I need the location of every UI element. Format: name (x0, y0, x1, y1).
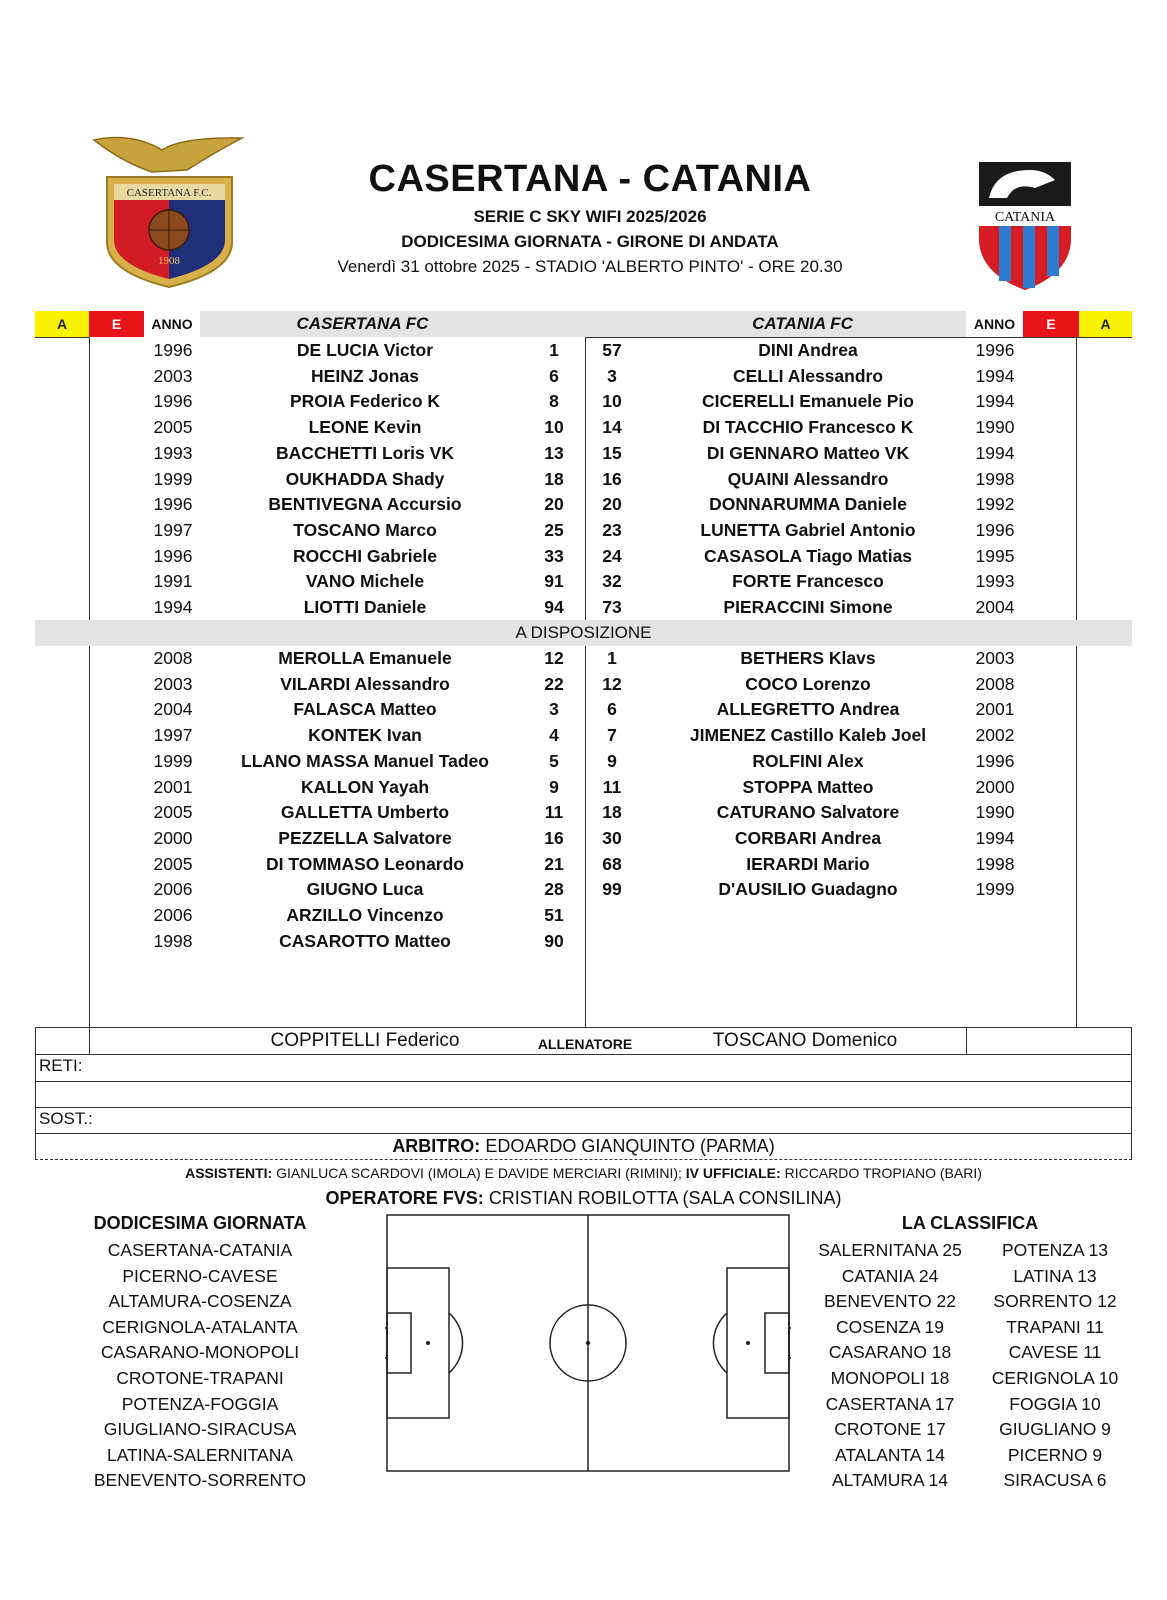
casertana-logo (92, 132, 247, 292)
player-number: 18 (602, 802, 622, 823)
standing-item: CATANIA 24 (841, 1265, 939, 1286)
standing-item: CERIGNOLA 10 (991, 1367, 1119, 1388)
player-name: ROLFINI Alex (752, 750, 864, 771)
fixture-item: CROTONE-TRAPANI (116, 1367, 284, 1388)
player-name: JIMENEZ Castillo Kaleb Joel (689, 725, 927, 746)
player-year: 1998 (975, 853, 1015, 874)
divider (1076, 337, 1132, 338)
player-name: PROIA Federico K (289, 391, 441, 412)
player-year: 1996 (153, 340, 193, 360)
player-number: 13 (544, 442, 564, 463)
fvs-label: OPERATORE FVS: (325, 1188, 484, 1208)
standing-item: TRAPANI 11 (1006, 1316, 1104, 1337)
player-year: 1996 (975, 750, 1015, 771)
player-name: DONNARUMMA Daniele (709, 494, 907, 515)
svg-text:CATANIA: CATANIA (994, 210, 1056, 225)
coach-label: ALLENATORE (537, 1036, 633, 1052)
referee-line (35, 1136, 1132, 1157)
player-number: 12 (602, 673, 622, 694)
player-name: CELLI Alessandro (732, 365, 884, 386)
divider (35, 1133, 1132, 1134)
player-name: CASASOLA Tiago Matias (703, 545, 913, 566)
player-name: DI TACCHIO Francesco K (702, 417, 914, 438)
standings-left-column (800, 1238, 980, 1494)
fvs-line (35, 1188, 1132, 1209)
player-name: HEINZ Jonas (311, 365, 419, 386)
standing-item: CASERTANA 17 (825, 1393, 955, 1414)
player-year: 2005 (153, 417, 193, 438)
player-name: ROCCHI Gabriele (293, 545, 437, 566)
player-year: 1994 (975, 391, 1015, 412)
player-year: 1990 (975, 417, 1015, 438)
player-name: CATURANO Salvatore (716, 802, 900, 823)
player-year: 2003 (975, 648, 1015, 668)
divider (1076, 337, 1077, 1027)
player-number: 23 (602, 519, 622, 540)
home-team-name: CASERTANA FC (296, 314, 429, 333)
player-name: BACCHETTI Loris VK (276, 442, 454, 463)
player-name: D'AUSILIO Guadagno (718, 879, 898, 900)
league-name: SERIE C SKY WIFI 2025/2026 (473, 207, 707, 226)
player-name: LEONE Kevin (308, 417, 422, 438)
player-year: 2004 (975, 597, 1015, 617)
subs-label: SOST.: (39, 1109, 93, 1128)
player-name: OUKHADDA Shady (285, 468, 445, 489)
player-number: 6 (549, 365, 559, 386)
bench-header: A DISPOSIZIONE (35, 620, 1132, 646)
player-year: 1998 (153, 930, 193, 951)
player-number: 12 (544, 648, 564, 668)
standing-item: CROTONE 17 (834, 1419, 946, 1440)
player-name: LUNETTA Gabriel Antonio (700, 519, 916, 540)
home-coach: COPPITELLI Federico (270, 1030, 460, 1051)
divider (35, 1159, 1132, 1160)
player-year: 1993 (975, 571, 1015, 592)
standing-item: MONOPOLI 18 (830, 1367, 950, 1388)
standing-item: COSENZA 19 (836, 1316, 944, 1337)
player-year: 1996 (975, 340, 1015, 360)
player-number: 7 (607, 725, 617, 746)
player-number: 90 (544, 930, 564, 951)
player-number: 94 (544, 597, 564, 617)
standing-item: POTENZA 13 (1001, 1240, 1108, 1260)
header-a-right: A (1079, 311, 1132, 337)
player-name: MEROLLA Emanuele (278, 648, 452, 668)
away-team-name: CATANIA FC (752, 314, 853, 333)
player-year: 2006 (153, 879, 193, 900)
divider (35, 1054, 1132, 1055)
player-number: 5 (549, 750, 559, 771)
standing-item: CASARANO 18 (828, 1342, 952, 1363)
standing-item: LATINA 13 (1013, 1265, 1097, 1286)
player-year: 1999 (153, 750, 193, 771)
header-a-left: A (35, 311, 89, 337)
player-name: FORTE Francesco (732, 571, 884, 592)
referee-label: ARBITRO: (392, 1136, 481, 1156)
player-name: DINI Andrea (758, 340, 858, 360)
player-name: BENTIVEGNA Accursio (268, 494, 462, 515)
player-year: 1997 (153, 519, 193, 540)
player-number: 6 (607, 699, 617, 720)
header-anno-right: ANNO (973, 316, 1016, 332)
player-number: 9 (549, 776, 559, 797)
player-year: 1994 (975, 827, 1015, 848)
player-number: 3 (549, 699, 559, 720)
goals-label: RETI: (39, 1056, 83, 1075)
fixture-item: GIUGLIANO-SIRACUSA (103, 1419, 297, 1440)
player-name: COCO Lorenzo (745, 673, 871, 694)
player-name: BETHERS Klavs (740, 648, 876, 668)
fourth-official-name: RICCARDO TROPIANO (BARI) (784, 1165, 982, 1181)
header-e-right: E (1023, 311, 1079, 337)
player-number: 20 (544, 494, 564, 515)
player-number: 16 (544, 827, 564, 848)
player-name: DI TOMMASO Leonardo (265, 853, 464, 874)
player-year: 1994 (975, 442, 1015, 463)
player-number: 14 (602, 417, 622, 438)
fixture-item: CASARANO-MONOPOLI (100, 1342, 300, 1363)
fixture-item: CASERTANA-CATANIA (107, 1240, 293, 1260)
player-number: 32 (602, 571, 622, 592)
player-number: 68 (602, 853, 622, 874)
divider (585, 337, 586, 1027)
referee-name: EDOARDO GIANQUINTO (PARMA) (485, 1136, 775, 1156)
header-e-left: E (89, 311, 144, 337)
player-number: 73 (602, 597, 622, 617)
standing-item: ALTAMURA 14 (831, 1470, 949, 1491)
standing-item: GIUGLIANO 9 (999, 1419, 1111, 1440)
player-name: DE LUCIA Victor (296, 340, 434, 360)
fixture-item: POTENZA-FOGGIA (121, 1393, 279, 1414)
fixtures-title: DODICESIMA GIORNATA (93, 1213, 307, 1233)
player-number: 15 (602, 442, 622, 463)
divider (89, 337, 90, 1027)
player-number: 1 (549, 340, 559, 360)
fixture-item: BENEVENTO-SORRENTO (93, 1470, 307, 1491)
fourth-official-label: IV UFFICIALE: (685, 1165, 781, 1181)
standing-item: CAVESE 11 (1008, 1342, 1102, 1363)
player-year: 1996 (153, 391, 193, 412)
player-number: 8 (549, 391, 559, 412)
player-year: 2008 (975, 673, 1015, 694)
player-year: 2005 (153, 853, 193, 874)
player-number: 33 (544, 545, 564, 566)
player-number: 30 (602, 827, 622, 848)
player-year: 2003 (153, 365, 193, 386)
player-year: 2002 (975, 725, 1015, 746)
player-number: 4 (549, 725, 559, 746)
fixture-item: ALTAMURA-COSENZA (108, 1291, 292, 1312)
player-number: 11 (602, 776, 622, 797)
player-number: 1 (607, 648, 617, 668)
player-number: 21 (544, 853, 564, 874)
date-venue: Venerdì 31 ottobre 2025 - STADIO 'ALBERTO PINTO' - ORE 20.30 (337, 257, 843, 276)
player-year: 1996 (153, 494, 193, 515)
divider (89, 1027, 90, 1054)
player-name: GIUGNO Luca (306, 879, 424, 900)
player-name: QUAINI Alessandro (727, 468, 889, 489)
player-name: PIERACCINI Simone (723, 597, 893, 617)
player-name: ARZILLO Vincenzo (286, 905, 444, 925)
divider (35, 1107, 1132, 1108)
player-year: 1991 (153, 571, 193, 592)
player-year: 1992 (975, 494, 1015, 515)
standings-title: LA CLASSIFICA (901, 1213, 1039, 1233)
standing-item: SALERNITANA 25 (818, 1240, 962, 1260)
player-number: 22 (544, 673, 564, 694)
player-number: 91 (544, 571, 564, 592)
player-year: 1996 (975, 519, 1015, 540)
pitch-diagram (385, 1213, 791, 1478)
standing-item: PICERNO 9 (1007, 1444, 1103, 1465)
svg-text:CASERTANA F.C.: CASERTANA F.C. (126, 187, 212, 199)
player-year: 1993 (153, 442, 193, 463)
player-year: 1999 (975, 879, 1015, 900)
player-name: CORBARI Andrea (734, 827, 882, 848)
player-year: 1998 (975, 468, 1015, 489)
player-year: 2004 (153, 699, 193, 720)
player-name: TOSCANO Marco (293, 519, 437, 540)
standing-item: ATALANTA 14 (835, 1444, 945, 1465)
player-year: 2000 (975, 776, 1015, 797)
player-name: FALASCA Matteo (293, 699, 437, 720)
player-number: 18 (544, 468, 564, 489)
player-name: PEZZELLA Salvatore (278, 827, 452, 848)
player-number: 9 (607, 750, 617, 771)
player-name: CASAROTTO Matteo (279, 930, 451, 951)
fixtures-list (60, 1238, 340, 1494)
player-year: 1994 (975, 365, 1015, 386)
player-year: 2003 (153, 673, 193, 694)
divider (35, 337, 89, 338)
player-year: 1997 (153, 725, 193, 746)
player-number: 16 (602, 468, 622, 489)
standing-item: SORRENTO 12 (993, 1291, 1117, 1312)
player-name: KONTEK Ivan (308, 725, 422, 746)
divider (35, 1027, 1132, 1028)
player-name: DI GENNARO Matteo VK (706, 442, 910, 463)
player-number: 25 (544, 519, 564, 540)
player-year: 1996 (153, 545, 193, 566)
player-year: 1995 (975, 545, 1015, 566)
player-number: 28 (544, 879, 564, 900)
player-year: 2005 (153, 802, 193, 823)
player-name: VILARDI Alessandro (280, 673, 450, 694)
player-name: STOPPA Matteo (742, 776, 874, 797)
player-number: 24 (602, 545, 622, 566)
player-number: 20 (602, 494, 622, 515)
player-name: VANO Michele (305, 571, 425, 592)
player-year: 2001 (153, 776, 193, 797)
assistants-label: ASSISTENTI: (185, 1165, 273, 1181)
round-name: DODICESIMA GIORNATA - GIRONE DI ANDATA (401, 232, 779, 251)
player-number: 51 (544, 905, 564, 925)
away-coach: TOSCANO Domenico (712, 1030, 898, 1051)
player-year: 1999 (153, 468, 193, 489)
standing-item: SIRACUSA 6 (1003, 1470, 1107, 1491)
assistants-names: GIANLUCA SCARDOVI (IMOLA) E DAVIDE MERCIARI (RIMINI); (276, 1165, 682, 1181)
player-year: 2006 (153, 905, 193, 925)
fixture-item: PICERNO-CAVESE (122, 1265, 278, 1286)
player-year: 2000 (153, 827, 193, 848)
player-year: 1990 (975, 802, 1015, 823)
fvs-name: CRISTIAN ROBILOTTA (SALA CONSILINA) (488, 1188, 842, 1208)
player-number: 99 (602, 879, 622, 900)
player-name: IERARDI Mario (746, 853, 870, 874)
player-number: 3 (607, 365, 617, 386)
player-name: LIOTTI Daniele (303, 597, 427, 617)
player-name: LLANO MASSA Manuel Tadeo (241, 750, 489, 771)
standing-item: BENEVENTO 22 (824, 1291, 956, 1312)
divider (35, 1081, 1132, 1082)
player-name: CICERELLI Emanuele Pio (702, 391, 914, 412)
player-name: ALLEGRETTO Andrea (716, 699, 900, 720)
player-number: 10 (544, 417, 564, 438)
player-name: KALLON Yayah (300, 776, 430, 797)
player-number: 57 (602, 340, 622, 360)
player-number: 10 (602, 391, 622, 412)
standing-item: FOGGIA 10 (1009, 1393, 1101, 1414)
player-number: 11 (544, 802, 564, 823)
standings-right-column (975, 1238, 1135, 1494)
player-name: GALLETTA Umberto (280, 802, 450, 823)
catania-logo (975, 158, 1075, 293)
fixture-item: CERIGNOLA-ATALANTA (102, 1316, 298, 1337)
assistants-line (35, 1165, 1132, 1181)
player-year: 2008 (153, 648, 193, 668)
player-year: 1994 (153, 597, 193, 617)
match-title: CASERTANA - CATANIA (368, 158, 812, 200)
header-anno-left: ANNO (151, 316, 193, 332)
fixture-item: LATINA-SALERNITANA (106, 1444, 294, 1465)
player-year: 2001 (975, 699, 1015, 720)
svg-text:1908: 1908 (158, 255, 180, 267)
